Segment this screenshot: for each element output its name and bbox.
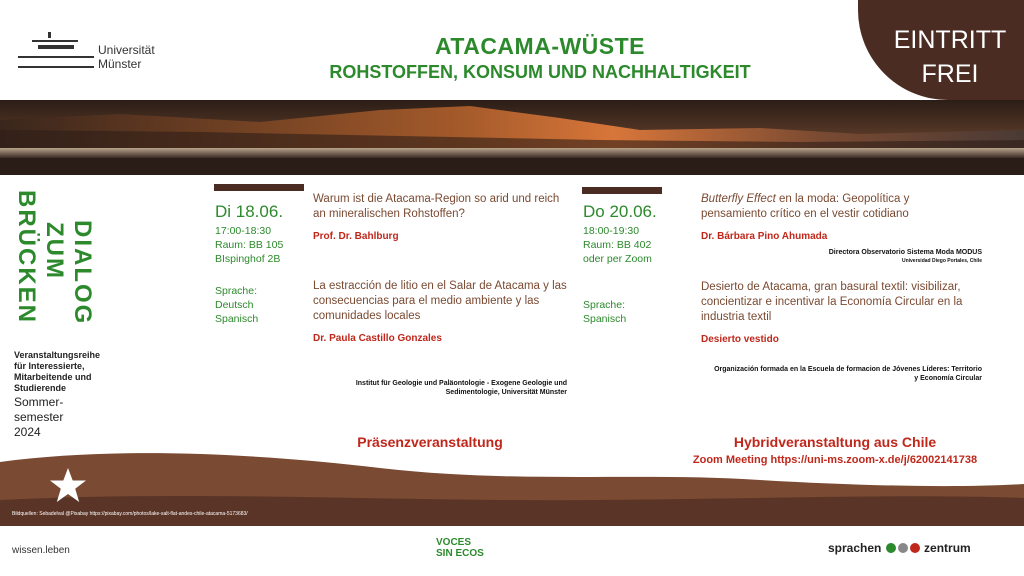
event1-institute-line2: Sedimentologie, Universität Münster — [445, 389, 567, 396]
wissen-leben-logo: wissen.leben — [12, 545, 70, 556]
university-name-line1: Universität — [98, 43, 155, 57]
event2-language1: Spanisch — [583, 313, 627, 325]
semester-line1: Sommer- — [14, 395, 64, 409]
event2-date-bar — [582, 187, 662, 194]
event2-org-line1: Organización formada en la Escuela de formacion de Jóvenes Líderes: Territorio — [714, 366, 982, 373]
entry-badge-line2: FREI — [921, 60, 979, 88]
sprachenzentrum-logo — [828, 541, 971, 555]
series-description: Veranstaltungsreihe für Interessierte, Mitarbeitende und Studierende — [14, 350, 101, 393]
event1-language1: Deutsch — [215, 299, 254, 311]
event1-talk2-title: La estracción de litio en el Salar de Atacama y las consecuencias para el medio ambiente y las comunidades locales — [313, 280, 567, 322]
free-entry-badge — [858, 0, 1024, 100]
event2-talk1-title-italic: Butterfly Effect — [701, 193, 776, 205]
event1-talk1-title: Warum ist die Atacama-Region so arid und reich an mineralischen Rohstoffen? — [313, 193, 560, 220]
event2-time: 18:00-19:30 — [583, 225, 640, 237]
event2-talk1-speaker: Dr. Bárbara Pino Ahumada — [701, 231, 828, 242]
event1-institute — [342, 379, 567, 397]
event2-talk1-affil1: Directora Observatorio Sistema Moda MODUS — [828, 249, 982, 256]
event2-type: Hybridveranstaltung aus Chile — [733, 434, 937, 450]
event2-talk2-speaker: Desierto vestido — [701, 334, 779, 345]
event2-details — [583, 224, 652, 266]
series-description-block — [14, 350, 114, 439]
university-name-line2: Münster — [98, 57, 142, 71]
star-icon — [48, 466, 88, 506]
page-subtitle: ROHSTOFFEN, KONSUM UND NACHHALTIGKEIT — [329, 62, 751, 82]
event1-language-label: Sprache: — [215, 285, 258, 297]
university-logo — [18, 30, 168, 74]
green-dot-icon — [886, 543, 896, 553]
brand-word-bruecken: BRÜCKEN — [13, 190, 40, 324]
event1-institute-line1: Institut für Geologie und Paläontologie - Exogene Geologie und — [355, 380, 567, 387]
event1-date-bar — [214, 184, 304, 191]
event2-date: Do 20.06. — [583, 202, 657, 221]
voces-line1: VOCES — [436, 537, 472, 548]
university-emblem-icon — [18, 30, 94, 74]
entry-badge-line1: EINTRITT — [893, 26, 1007, 54]
event2-org-line2: y Economía Circular — [914, 375, 982, 382]
sprachen-text: sprachen — [828, 541, 882, 555]
event1-date: Di 18.06. — [215, 202, 284, 221]
event2-talk1-title-rest: en la moda: Geopolítica y pensamiento crítico en el vestir cotidiano — [701, 193, 910, 220]
event2-zoom: oder per Zoom — [583, 253, 652, 265]
grey-dot-icon — [898, 543, 908, 553]
event2-languages — [583, 298, 626, 326]
semester-year: 2024 — [14, 425, 41, 439]
atacama-landscape-banner — [0, 100, 1024, 175]
image-credit: Bildquellen: Sebadelval @Pixabay https://pixabay.com/photos/lake-salt-flat-andes-chile-atacama-5173683/ — [12, 511, 248, 517]
brand-word-zum: ZUM — [41, 222, 68, 280]
event2-organization — [700, 365, 982, 383]
series-brand-vertical — [6, 188, 106, 338]
event1-building: BIspinghof 2B — [215, 253, 281, 265]
event1-details — [215, 224, 283, 266]
event1-room: Raum: BB 105 — [215, 239, 284, 251]
brand-word-dialog: DIALOG — [69, 220, 96, 326]
event1-languages — [215, 284, 258, 326]
page-title: ATACAMA-WÜSTE — [434, 33, 646, 59]
red-dot-icon — [910, 543, 920, 553]
zoom-meeting-link[interactable]: Zoom Meeting https://uni-ms.zoom-x.de/j/62002141738 — [692, 454, 978, 466]
semester-line2: semester — [14, 410, 64, 424]
event2-room: Raum: BB 402 — [583, 239, 652, 251]
zentrum-text: zentrum — [924, 541, 971, 555]
voces-line2: SIN ECOS — [436, 548, 484, 559]
voces-sin-ecos-logo — [436, 537, 484, 559]
event1-time: 17:00-18:30 — [215, 225, 272, 237]
event1-talk1-speaker: Prof. Dr. Bahlburg — [313, 231, 399, 242]
event1-type: Präsenzveranstaltung — [357, 434, 503, 450]
event2-talk1-affiliation — [760, 248, 982, 266]
event2-talk1-title — [701, 192, 971, 222]
event2-language-label: Sprache: — [583, 299, 626, 311]
event2-talk1-affil2: Universidad Diego Portales, Chile — [901, 258, 982, 264]
event1-language2: Spanisch — [215, 313, 259, 325]
event2-talk2-title: Desierto de Atacama, gran basural textil: visibilizar, concientizar e incentivar la Economía Circular en la industria textil — [701, 281, 963, 323]
event1-talk2-speaker: Dr. Paula Castillo Gonzales — [313, 333, 442, 344]
